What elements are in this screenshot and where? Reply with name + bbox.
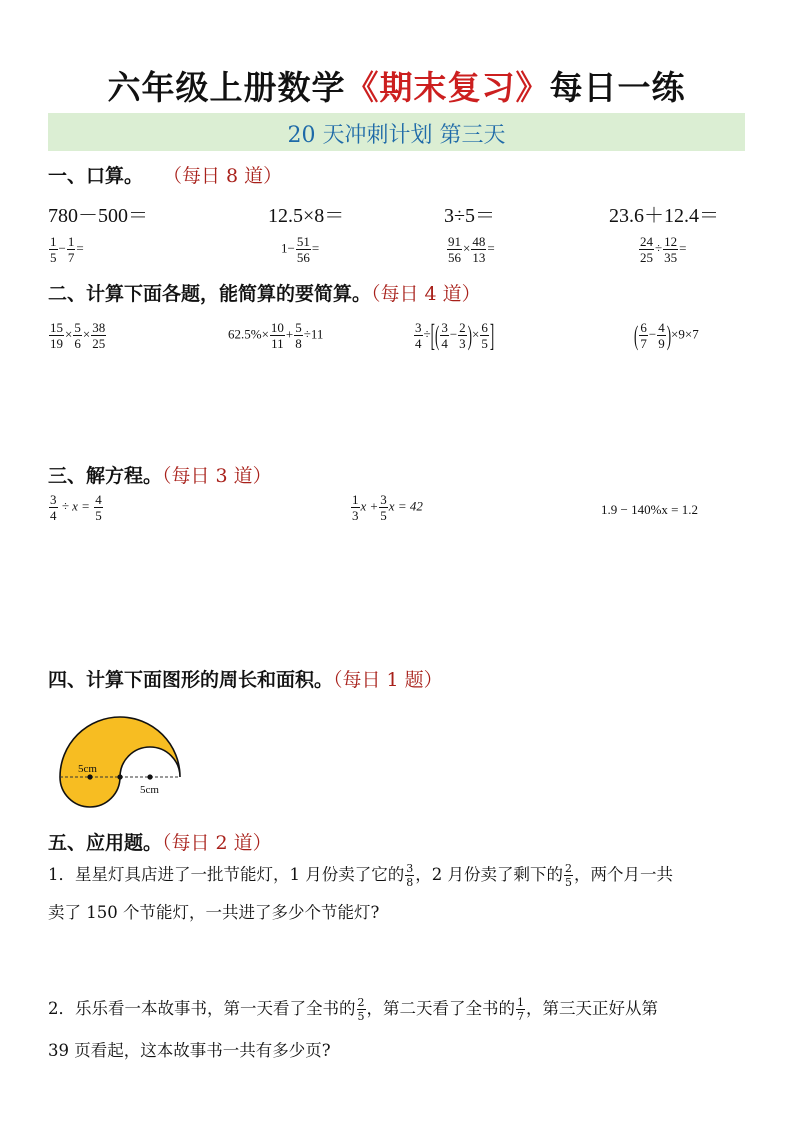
section-3-heading (48, 461, 272, 488)
figure-label-upper: 5cm (78, 763, 97, 775)
center-point-middle (117, 774, 122, 779)
equation-2: $\frac{1}{3}$ x + $\frac{3}{5}$ x = 42 (352, 492, 423, 523)
oral-item-8: $\frac{24}{25}$ ÷ $\frac{12}{35}$ = (640, 234, 687, 265)
calc-item-3: $\frac{3}{4}$ ÷[( $\frac{3}{4}$ − $\frac{2}{3}$ )× $\frac{6}{5}$ ] (415, 316, 495, 353)
section-5-label: 五、应用题。 (48, 832, 163, 854)
section-3-label: 三、解方程。 (48, 465, 163, 487)
fraction: $\frac{3}{5}$ (380, 492, 387, 523)
section-4-heading (48, 665, 443, 692)
fraction: $\frac{24}{25}$ (640, 234, 653, 265)
fraction: $\frac{1}{3}$ (352, 492, 359, 523)
composite-shape-figure (54, 708, 188, 816)
problem-1-line-1: 1．星星灯具店进了一批节能灯，1 月份卖了它的 $\frac{3}{8}$ ，2 月份卖了剩下的 $\frac{2}{5}$ ，两个月一共 (48, 862, 673, 889)
oral-item-1: 780－500＝ (48, 205, 148, 227)
section-4-note: （每日 1 题） (333, 669, 443, 691)
fraction: $\frac{3}{8}$ (406, 862, 414, 889)
title-text: 六年级上册数学 (107, 68, 346, 107)
calc-item-1: $\frac{15}{19}$ × $\frac{5}{6}$ × $\frac{38}{25}$ (50, 320, 106, 351)
section-1-note: （每日 8 道） (163, 165, 283, 187)
problem-2-line-1: 2．乐乐看一本故事书，第一天看了全书的 $\frac{2}{5}$ ，第二天看了全书的 $\frac{1}{7}$ ，第三天正好从第 (48, 996, 658, 1023)
fraction: $\frac{91}{56}$ (448, 234, 461, 265)
fraction: $\frac{1}{7}$ (517, 996, 524, 1023)
equation-3: 1.9 − 140%x = 1.2 (601, 502, 698, 517)
fraction: $\frac{2}{5}$ (565, 862, 572, 889)
fraction: $\frac{48}{13}$ (472, 234, 486, 265)
fraction: $\frac{4}{9}$ (658, 320, 665, 351)
fraction: $\frac{1}{5}$ (50, 234, 57, 265)
section-5-heading (48, 828, 272, 855)
figure-label-lower: 5cm (140, 784, 159, 796)
oral-item-4: 23.6＋12.4＝ (609, 205, 719, 227)
section-4-label: 四、计算下面图形的周长和面积。 (48, 669, 334, 691)
problem-2-line-2: 39 页看起，这本故事书一共有多少页? (48, 1041, 331, 1060)
fraction: $\frac{12}{35}$ (664, 234, 678, 265)
title-suffix: 每日一练 (549, 68, 686, 107)
oral-item-2: 12.5×8＝ (268, 205, 345, 227)
calc-item-4: ( $\frac{6}{7}$ − $\frac{4}{9}$ )×9×7 (634, 318, 699, 351)
fraction: $\frac{1}{7}$ (67, 234, 75, 265)
problem-1-line-2: 卖了 150 个节能灯，一共进了多少个节能灯? (48, 903, 380, 922)
subtitle: 20 天冲刺计划 第三天 (287, 123, 506, 148)
section-2-heading (48, 279, 481, 306)
section-2-label: 二、计算下面各题，能简算的要简算。 (48, 283, 372, 305)
fraction: $\frac{5}{6}$ (74, 320, 81, 351)
oral-item-3: 3÷5＝ (444, 205, 495, 227)
oral-item-6: 1− $\frac{51}{56}$ = (281, 234, 320, 265)
fraction: $\frac{6}{5}$ (481, 320, 488, 351)
calc-item-2: 62.5%× $\frac{10}{11}$ + $\frac{5}{8}$ ÷11 (228, 320, 324, 351)
title-highlight: 《期末复习》 (345, 68, 550, 107)
fraction: $\frac{38}{25}$ (92, 320, 106, 351)
oral-item-7: $\frac{91}{56}$ × $\frac{48}{13}$ = (448, 234, 495, 265)
fraction: $\frac{15}{19}$ (50, 320, 63, 351)
equation-1: $\frac{3}{4}$ ÷ x = $\frac{4}{5}$ (50, 492, 102, 523)
fraction: $\frac{3}{4}$ (441, 320, 448, 351)
fraction: $\frac{5}{8}$ (295, 320, 302, 351)
page-title (0, 62, 793, 109)
section-3-note: （每日 3 道） (162, 465, 272, 487)
fraction: $\frac{6}{7}$ (640, 320, 647, 351)
fraction: $\frac{2}{3}$ (459, 320, 466, 351)
section-5-note: （每日 2 道） (162, 832, 272, 854)
fraction: $\frac{4}{5}$ (95, 492, 102, 523)
fraction: $\frac{3}{4}$ (50, 492, 57, 523)
section-2-note: （每日 4 道） (371, 283, 481, 305)
center-point-left (87, 774, 92, 779)
section-1-label: 一、口算。 (48, 165, 144, 187)
fraction: $\frac{3}{4}$ (415, 320, 422, 351)
fraction: $\frac{51}{56}$ (296, 234, 310, 265)
section-1-heading (48, 161, 282, 188)
fraction: $\frac{10}{11}$ (270, 320, 284, 351)
center-point-right (147, 774, 152, 779)
shaded-region (60, 717, 180, 807)
fraction: $\frac{2}{5}$ (357, 996, 365, 1023)
oral-item-5: $\frac{1}{5}$ − $\frac{1}{7}$ = (50, 234, 84, 265)
